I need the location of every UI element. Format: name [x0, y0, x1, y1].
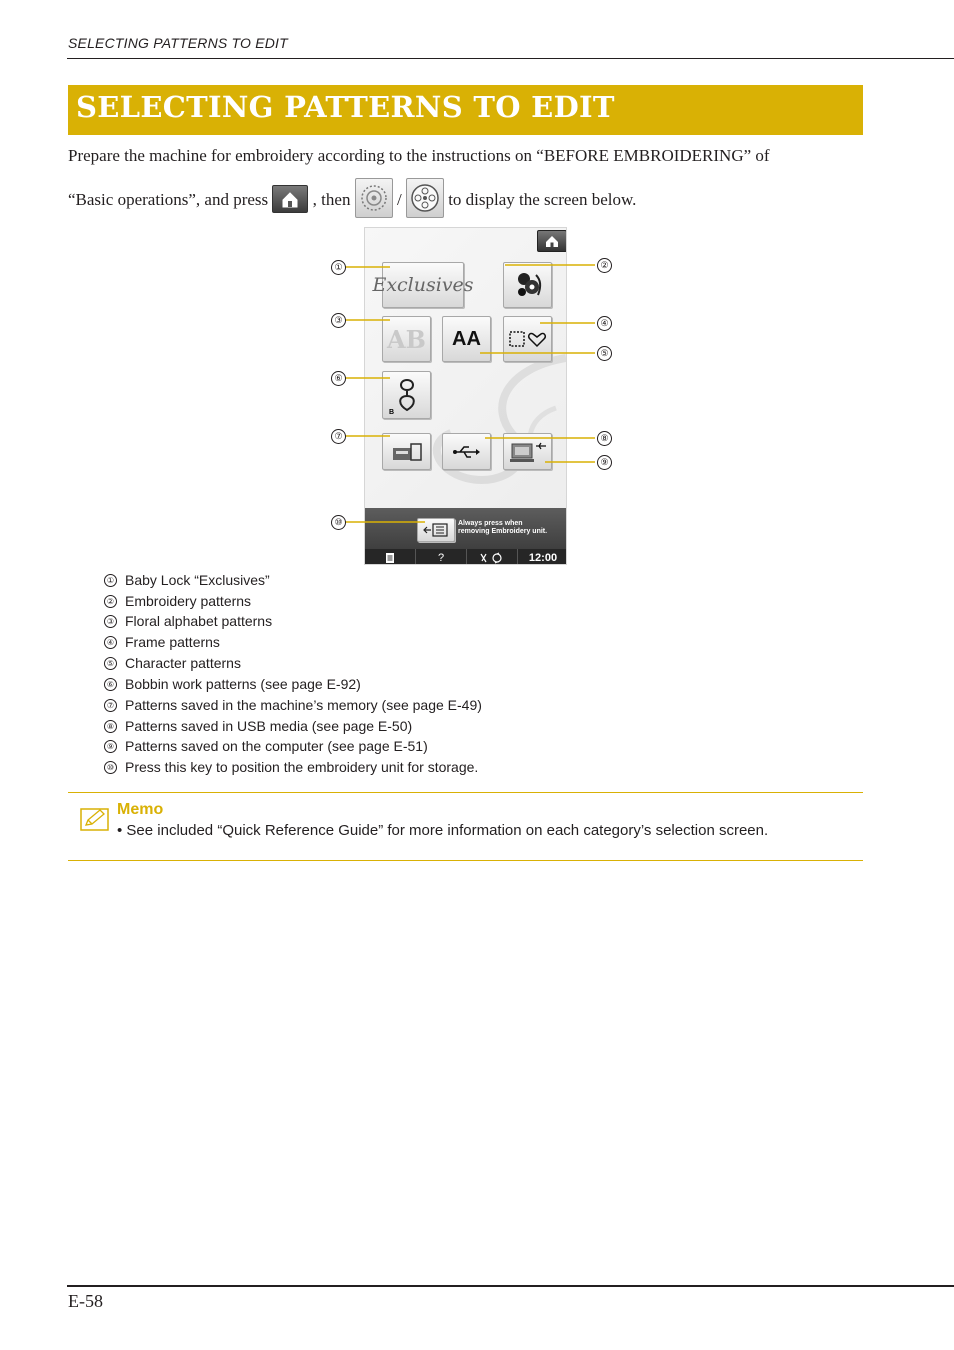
legend-text: Patterns saved on the computer (see page E-51): [125, 738, 428, 754]
status-message: [458, 520, 547, 536]
header-rule: [67, 58, 954, 59]
callout-4: ④: [597, 316, 612, 331]
status-strip: [365, 508, 567, 549]
clock-text: 12:00: [528, 551, 558, 564]
section-title-bar: [68, 85, 863, 135]
embroidery-patterns-button[interactable]: [503, 262, 552, 308]
callout-5: ⑤: [597, 346, 612, 361]
manual-button[interactable]: [365, 549, 416, 565]
legend-number: ⑩: [104, 761, 117, 774]
embroidery-edit-key-inline: [406, 178, 444, 218]
embroidery-key-inline: [355, 178, 393, 218]
frame-icon: [506, 327, 550, 351]
legend-number: ⑤: [104, 657, 117, 670]
legend-item: [104, 676, 361, 696]
bobbin-badge: B: [388, 409, 394, 416]
legend-item: [104, 718, 412, 738]
memo-bottom-rule: [68, 860, 863, 861]
intro-line-1: Prepare the machine for embroidery according to the instructions on “BEFORE EMBROIDERING” of: [68, 146, 770, 165]
computer-icon: [508, 438, 548, 466]
character-patterns-button[interactable]: [442, 316, 491, 362]
intro-text-c: to display the screen below.: [448, 189, 637, 209]
floral-alphabet-button[interactable]: [382, 316, 431, 362]
memory-icon: [387, 438, 427, 466]
legend-number: ①: [104, 574, 117, 587]
manual-icon: [384, 552, 396, 564]
running-header: SELECTING PATTERNS TO EDIT: [68, 35, 288, 51]
intro-text-b: , then: [312, 189, 351, 209]
callout-7: ⑦: [331, 429, 346, 444]
legend-number: ⑥: [104, 678, 117, 691]
usb-icon: [452, 444, 482, 460]
legend-item: [104, 655, 241, 675]
needle-thread-icon: [478, 552, 506, 564]
callout-1: ①: [331, 260, 346, 275]
legend-text: Character patterns: [125, 655, 241, 671]
exclusives-button[interactable]: [372, 262, 474, 308]
flower-icon: [508, 265, 548, 305]
embroidery-edit-icon: [407, 179, 443, 217]
memo-text: • See included “Quick Reference Guide” for more information on each category’s selection screen.: [117, 822, 769, 839]
computer-button[interactable]: [503, 433, 552, 470]
legend-number: ②: [104, 595, 117, 608]
legend-text: Press this key to position the embroidery unit for storage.: [125, 759, 479, 775]
legend-text: Baby Lock “Exclusives”: [125, 572, 270, 588]
legend-text: Embroidery patterns: [125, 593, 252, 609]
screen-home-button[interactable]: [537, 230, 567, 252]
settings-button[interactable]: [467, 549, 518, 565]
memo-top-rule: [68, 792, 863, 793]
intro-line-2: [68, 181, 636, 221]
frame-patterns-button[interactable]: [503, 316, 552, 362]
bobbin-pattern-icon: [387, 374, 427, 416]
page-number: E-58: [68, 1291, 103, 1311]
callout-8: ⑧: [597, 431, 612, 446]
help-icon: ?: [437, 551, 445, 564]
legend-text: Patterns saved in USB media (see page E-50): [125, 718, 413, 734]
callout-6: ⑥: [331, 371, 346, 386]
callout-2: ②: [597, 258, 612, 273]
status-message-2: removing Embroidery unit.: [458, 528, 548, 535]
legend-text: Frame patterns: [125, 634, 220, 650]
home-icon: [538, 231, 566, 251]
embroidery-pattern-icon: [356, 179, 392, 217]
callout-9: ⑨: [597, 455, 612, 470]
memo-pencil-icon: [80, 806, 110, 832]
legend-item: [104, 759, 478, 779]
legend-item: [104, 738, 428, 758]
memo-title: Memo: [117, 801, 164, 818]
help-button[interactable]: [416, 549, 467, 565]
legend-text: Floral alphabet patterns: [125, 613, 273, 629]
legend-item: [104, 613, 272, 633]
intro-paragraph: [68, 145, 858, 209]
legend-item: [104, 593, 251, 613]
embroidery-unit-icon: [421, 521, 451, 539]
legend-number: ⑦: [104, 699, 117, 712]
legend-text: Bobbin work patterns (see page E-92): [125, 676, 361, 692]
legend-number: ⑨: [104, 740, 117, 753]
machine-memory-button[interactable]: [382, 433, 431, 470]
heart-icon: [528, 333, 544, 346]
callout-3: ③: [331, 313, 346, 328]
legend-number: ④: [104, 636, 117, 649]
legend-text: Patterns saved in the machine’s memory (see page E-49): [125, 697, 482, 713]
footer-rule: [67, 1285, 954, 1287]
floral-alphabet-label: AB: [387, 324, 426, 354]
legend-item: [104, 634, 220, 654]
intro-text-a: “Basic operations”, and press: [68, 189, 269, 209]
legend-number: ⑧: [104, 720, 117, 733]
home-icon: [273, 186, 307, 212]
usb-media-button[interactable]: [442, 433, 491, 470]
legend-item: [104, 697, 482, 717]
intro-separator: /: [396, 189, 402, 209]
exclusives-label: Exclusives: [372, 274, 474, 296]
clock: [518, 549, 567, 565]
machine-screen: [364, 227, 567, 565]
character-patterns-label: AA: [452, 327, 481, 350]
status-message-1: Always press when: [458, 520, 523, 527]
home-key-inline: [272, 185, 308, 213]
legend-item: [104, 572, 270, 592]
store-embroidery-unit-button[interactable]: [417, 518, 455, 542]
legend-number: ③: [104, 615, 117, 628]
bobbin-work-button[interactable]: [382, 371, 431, 419]
screen-bottom-bar: [365, 549, 567, 565]
callout-10: ⑩: [331, 515, 346, 530]
section-title: SELECTING PATTERNS TO EDIT: [76, 90, 615, 124]
